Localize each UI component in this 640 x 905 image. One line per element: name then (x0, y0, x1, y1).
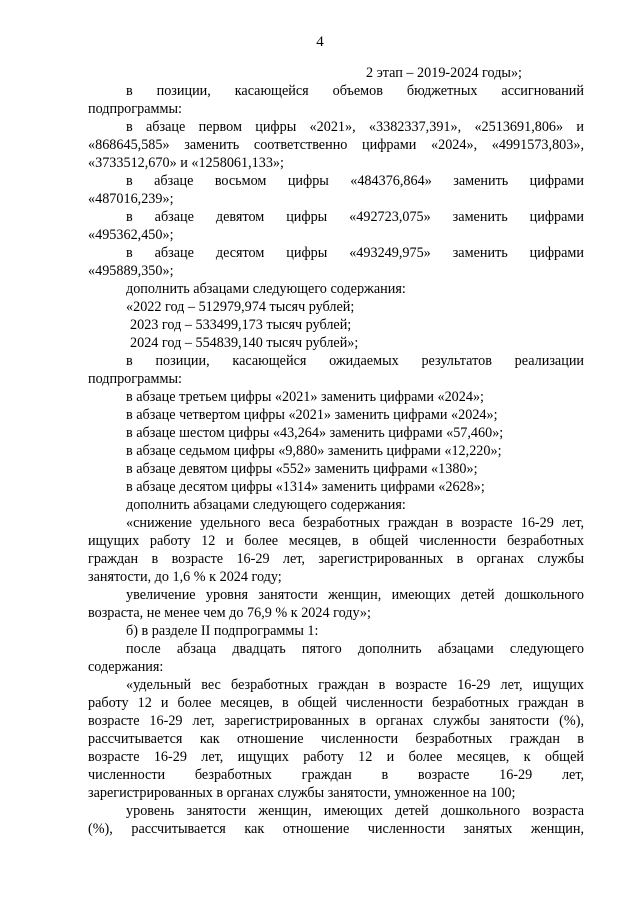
text-line: после абзаца двадцать пятого дополнить абзацами следующего (126, 641, 584, 657)
text-line: «снижение удельного веса безработных граждан в возрасте 16-29 лет, (126, 515, 584, 531)
text-line: «удельный вес безработных граждан в возрасте 16-29 лет, ищущих (126, 677, 584, 693)
text-line: «2022 год – 512979,974 тысяч рублей; (126, 299, 355, 315)
text-line: «495362,450»; (88, 227, 174, 243)
text-line: в абзаце восьмом цифры «484376,864» заменить цифрами (126, 173, 584, 189)
text-line: ищущих работу 12 и более месяцев, в общей численности безработных (88, 533, 584, 549)
text-line: в абзаце третьем цифры «2021» заменить цифрами «2024»; (126, 389, 484, 405)
text-line: в абзаце четвертом цифры «2021» заменить цифрами «2024»; (126, 407, 498, 423)
text-line: 2 этап – 2019-2024 годы»; (366, 65, 522, 81)
text-line: в позиции, касающейся объемов бюджетных ассигнований (126, 83, 584, 99)
text-line: в абзаце десятом цифры «1314» заменить цифрами «2628»; (126, 479, 485, 495)
text-line: подпрограммы: (88, 371, 182, 387)
text-line: дополнить абзацами следующего содержания: (126, 281, 406, 297)
text-line: возрасте 16-29 лет, зарегистрированных в органах службы занятости (%), (88, 713, 584, 729)
text-line: увеличение уровня занятости женщин, имеющих детей дошкольного (126, 587, 584, 603)
text-line: в абзаце первом цифры «2021», «3382337,391», «2513691,806» и (126, 119, 584, 135)
text-line: в абзаце девятом цифры «492723,075» заменить цифрами (126, 209, 584, 225)
text-line: (%), рассчитывается как отношение численности занятых женщин, (88, 821, 584, 837)
text-line: в абзаце девятом цифры «552» заменить цифрами «1380»; (126, 461, 478, 477)
text-line: дополнить абзацами следующего содержания: (126, 497, 406, 513)
text-line: зарегистрированных в органах службы занятости, умноженное на 100; (88, 785, 516, 801)
text-line: «868645,585» заменить соответственно цифрами «2024», «4991573,803», (88, 137, 584, 153)
text-line: подпрограммы: (88, 101, 182, 117)
text-line: «487016,239»; (88, 191, 174, 207)
text-line: уровень занятости женщин, имеющих детей дошкольного возраста (126, 803, 584, 819)
text-line: в абзаце шестом цифры «43,264» заменить цифрами «57,460»; (126, 425, 504, 441)
text-line: работу 12 и более месяцев, в общей численности безработных граждан в (88, 695, 584, 711)
text-line: в абзаце десятом цифры «493249,975» заменить цифрами (126, 245, 584, 261)
text-line: рассчитывается как отношение численности безработных граждан в (88, 731, 584, 747)
text-line: «3733512,670» и «1258061,133»; (88, 155, 284, 171)
text-line: в позиции, касающейся ожидаемых результатов реализации (126, 353, 584, 369)
text-line: численности безработных граждан в возрасте 16-29 лет, (88, 767, 584, 783)
text-line: занятости, до 1,6 % к 2024 году; (88, 569, 282, 585)
text-line: возраста, не менее чем до 76,9 % к 2024 году»; (88, 605, 371, 621)
text-line: 2023 год – 533499,173 тысяч рублей; (130, 317, 352, 333)
text-line: граждан в возрасте 16-29 лет, зарегистрированных в органах службы (88, 551, 584, 567)
text-line: «495889,350»; (88, 263, 174, 279)
text-line: б) в разделе II подпрограммы 1: (126, 623, 319, 639)
page-number: 4 (316, 34, 324, 50)
text-line: содержания: (88, 659, 164, 675)
text-line: возрасте 16-29 лет, ищущих работу 12 и более месяцев, к общей (88, 749, 584, 765)
text-line: 2024 год – 554839,140 тысяч рублей»; (130, 335, 359, 351)
text-line: в абзаце седьмом цифры «9,880» заменить цифрами «12,220»; (126, 443, 502, 459)
document-body (88, 64, 584, 838)
